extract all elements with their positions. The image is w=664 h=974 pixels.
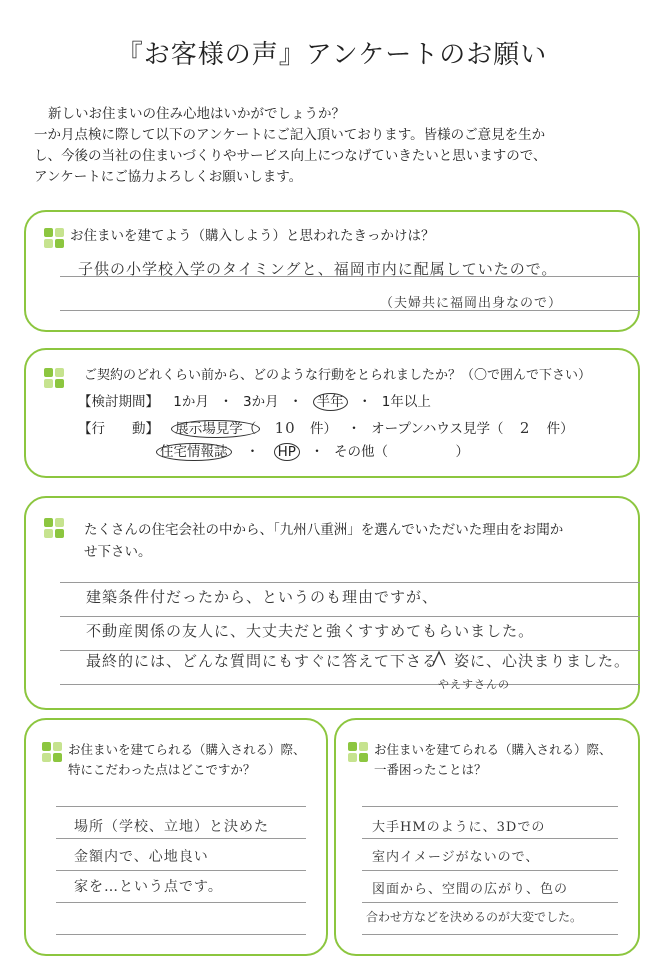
action-count-2: 2	[519, 419, 531, 437]
separator: ・	[347, 421, 361, 437]
page-title: 『お客様の声』アンケートのお願い	[116, 40, 548, 70]
action-row-2	[156, 442, 469, 462]
question-3-text-line-1: たくさんの住宅会社の中から、「九州八重洲」を選んでいただいた理由をお聞か	[84, 522, 564, 538]
clover-icon	[44, 518, 64, 538]
answer-line	[60, 616, 640, 617]
intro-line: アンケートにご協力よろしくお願いします。	[34, 169, 303, 185]
answer-5-line-2: 室内イメージがないので、	[372, 850, 540, 865]
answer-line	[362, 806, 618, 807]
answer-line	[362, 838, 618, 839]
separator: ・	[245, 444, 260, 460]
clover-icon	[44, 228, 64, 248]
answer-line	[362, 934, 618, 935]
answer-line	[60, 582, 640, 583]
question-4-text-line-1: お住まいを建てられる（購入される）際、	[68, 742, 306, 757]
question-5-text-line-1: お住まいを建てられる（購入される）際、	[374, 742, 612, 757]
period-row	[78, 392, 431, 412]
action-unit: 件）	[309, 421, 337, 437]
answer-line	[56, 870, 306, 871]
period-option: 1か月	[173, 394, 209, 410]
separator: ・	[357, 394, 372, 410]
question-5-text-line-2: 一番困ったことは？	[374, 762, 487, 777]
answer-3-line-2: 不動産関係の友人に、大丈夫だと強くすすめてもらいました。	[86, 622, 535, 640]
period-label: 【検討期間】	[78, 394, 159, 410]
separator: ・	[219, 394, 233, 410]
question-box-3	[24, 496, 640, 710]
answer-line	[362, 870, 618, 871]
action-count-1: 10	[274, 419, 296, 437]
action-row-1	[78, 418, 574, 439]
question-1-text: お住まいを建てよう（購入しよう）と思われたきっかけは？	[70, 228, 435, 244]
answer-line	[56, 806, 306, 807]
question-3-text-line-2: せ下さい。	[84, 544, 152, 560]
answer-4-line-1: 場所（学校、立地）と決めた	[74, 819, 269, 835]
action-option-selected: 住宅情報誌	[156, 443, 232, 461]
clover-icon	[348, 742, 368, 762]
question-4-text-line-2: 特にこだわった点はどこですか？	[68, 762, 256, 777]
separator: ・	[310, 444, 324, 460]
answer-1-line-1: 子供の小学校入学のタイミングと、福岡市内に配属していたので。	[78, 260, 558, 278]
answer-3-line-3: 最終的には、どんな質問にもすぐに答えて下さる 姿に、心決まりました。	[86, 652, 631, 670]
question-2-text: ご契約のどれくらい前から、どのような行動をとられましたか？（〇で囲んで下さい）	[84, 368, 592, 383]
question-box-5	[334, 718, 640, 956]
question-box-1	[24, 210, 640, 332]
question-box-2	[24, 348, 640, 478]
action-label: 【行 動】	[78, 421, 159, 437]
period-option: 3か月	[242, 394, 279, 410]
question-box-4	[24, 718, 328, 956]
intro-text	[34, 104, 634, 188]
answer-line	[56, 838, 306, 839]
separator: ・	[288, 394, 303, 410]
intro-line: 一か月点検に際して以下のアンケートにご記入頂いております。皆様のご意見を生か	[34, 127, 546, 143]
period-option-selected: 半年	[313, 393, 348, 411]
answer-line	[56, 934, 306, 935]
answer-line	[60, 684, 640, 685]
action-option: オープンハウス見学（	[371, 421, 504, 437]
clover-icon	[44, 368, 64, 388]
answer-1-line-2: （夫婦共に福岡出身なので）	[380, 296, 563, 311]
action-option-selected: 展示場見学（	[171, 420, 260, 438]
answer-line	[362, 902, 618, 903]
answer-5-line-1: 大手HMのように、3Dでの	[372, 820, 546, 835]
intro-line: 新しいお住まいの住み心地はいかがでしょうか？	[48, 106, 345, 122]
clover-icon	[42, 742, 62, 762]
insert-note: やえすさんの	[438, 678, 510, 691]
answer-3-line-1: 建築条件付だったから、というのも理由ですが、	[86, 588, 439, 606]
intro-line: し、今後の当社の住まいづくりやサービス向上につなげていきたいと思いますので、	[34, 148, 547, 164]
answer-5-line-3: 図面から、空間の広がり、色の	[372, 882, 569, 897]
answer-4-line-2: 金額内で、心地良い	[74, 849, 209, 865]
action-unit: 件）	[546, 421, 574, 437]
answer-4-line-3: 家を…という点です。	[74, 879, 223, 895]
period-option: 1年以上	[381, 394, 431, 410]
action-option: その他（ ）	[333, 444, 469, 460]
answer-5-line-4: 合わせ方などを決めるのが大変でした。	[366, 910, 583, 924]
insert-caret	[432, 650, 446, 666]
answer-line	[56, 902, 306, 903]
action-option-selected: HP	[274, 443, 300, 461]
